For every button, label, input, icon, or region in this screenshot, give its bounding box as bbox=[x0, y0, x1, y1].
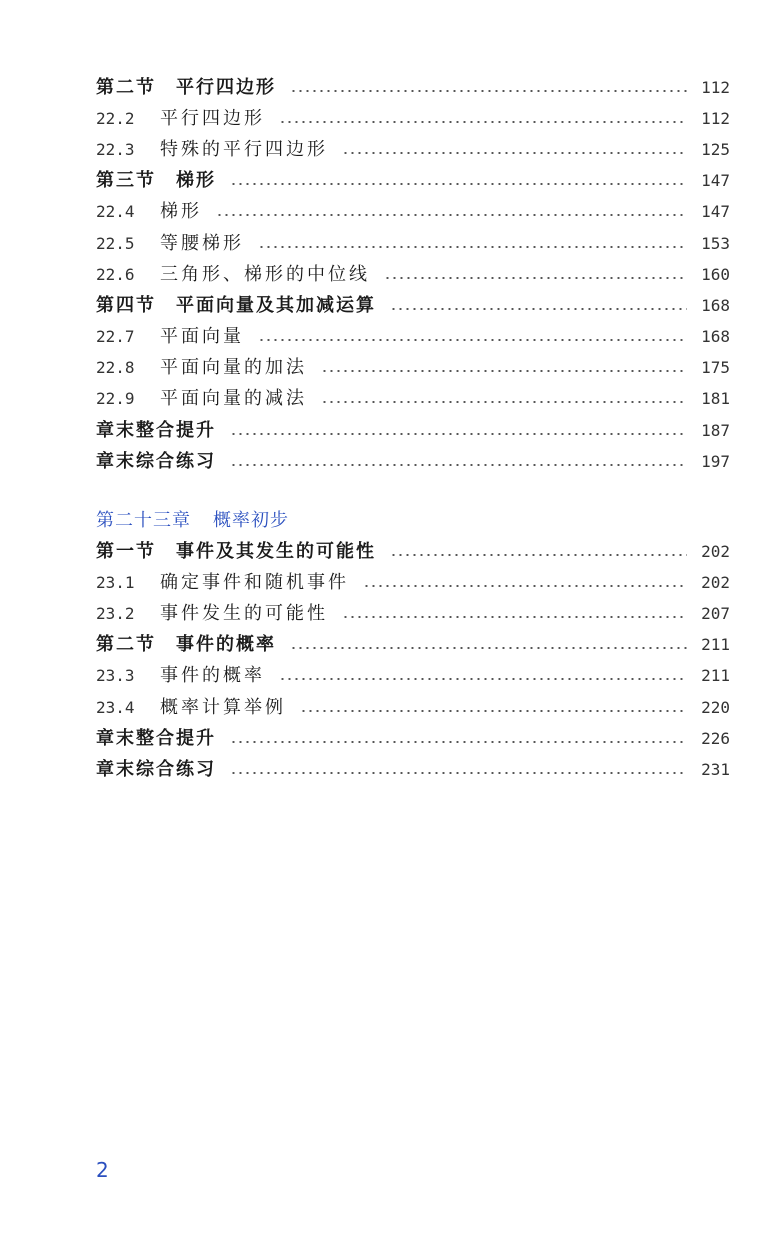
toc-section-entry[interactable] bbox=[96, 630, 730, 661]
entry-label bbox=[96, 326, 244, 348]
entry-number: 22.2 bbox=[96, 108, 135, 128]
entry-page-number: 226 bbox=[701, 728, 730, 748]
entry-label bbox=[96, 388, 307, 410]
entry-number: 23.1 bbox=[96, 572, 135, 592]
entry-label bbox=[96, 420, 216, 442]
entry-label bbox=[96, 634, 276, 656]
entry-title: 平面向量的加法 bbox=[160, 357, 307, 379]
entry-page-number: 197 bbox=[701, 451, 730, 471]
entry-label bbox=[96, 451, 216, 473]
dot-leader bbox=[258, 246, 687, 248]
dot-leader bbox=[384, 277, 687, 279]
entry-title: 确定事件和随机事件 bbox=[160, 571, 349, 593]
entry-title: 第三节 梯形 bbox=[96, 170, 216, 192]
entry-label bbox=[96, 264, 370, 286]
entry-label bbox=[96, 541, 376, 563]
entry-page-number: 207 bbox=[701, 603, 730, 623]
dot-leader bbox=[290, 647, 687, 649]
entry-title: 平行四边形 bbox=[160, 107, 265, 129]
entry-label bbox=[96, 697, 286, 719]
toc-section-entry[interactable] bbox=[96, 166, 730, 197]
toc-subsection-entry[interactable] bbox=[96, 692, 730, 723]
entry-page-number: 211 bbox=[701, 666, 730, 686]
entry-number: 22.3 bbox=[96, 139, 135, 159]
toc-subsection-entry[interactable] bbox=[96, 598, 730, 629]
entry-label bbox=[96, 139, 328, 161]
dot-leader bbox=[258, 339, 687, 341]
toc-subsection-entry[interactable] bbox=[96, 567, 730, 598]
entry-label bbox=[96, 170, 216, 192]
entry-label bbox=[96, 603, 328, 625]
toc-subsection-entry[interactable] bbox=[96, 103, 730, 134]
chapter-23-entries bbox=[96, 536, 730, 786]
entry-number: 22.8 bbox=[96, 358, 135, 378]
toc-subsection-entry[interactable] bbox=[96, 259, 730, 290]
entry-label bbox=[96, 77, 276, 99]
entry-page-number: 211 bbox=[701, 635, 730, 655]
entry-title: 第一节 事件及其发生的可能性 bbox=[96, 540, 376, 562]
entry-label bbox=[96, 201, 202, 223]
toc-subsection-entry[interactable] bbox=[96, 661, 730, 692]
dot-leader bbox=[300, 710, 687, 712]
entry-title: 事件发生的可能性 bbox=[160, 602, 328, 624]
chapter-23-toc-list bbox=[96, 506, 730, 786]
entry-page-number: 181 bbox=[701, 389, 730, 409]
toc-subsection-entry[interactable] bbox=[96, 353, 730, 384]
entry-number: 22.7 bbox=[96, 327, 135, 347]
entry-title: 三角形、梯形的中位线 bbox=[160, 263, 370, 285]
entry-number: 23.3 bbox=[96, 666, 135, 686]
entry-label bbox=[96, 233, 244, 255]
entry-title: 第二节 平行四边形 bbox=[96, 76, 276, 98]
chapter-heading[interactable] bbox=[96, 506, 730, 532]
dot-leader bbox=[390, 554, 687, 556]
dot-leader bbox=[342, 152, 687, 154]
entry-page-number: 202 bbox=[701, 541, 730, 561]
entry-page-number: 147 bbox=[701, 202, 730, 222]
entry-label bbox=[96, 759, 216, 781]
toc-subsection-entry[interactable] bbox=[96, 197, 730, 228]
toc-section-entry[interactable] bbox=[96, 754, 730, 785]
dot-leader bbox=[230, 183, 687, 185]
dot-leader bbox=[342, 616, 687, 618]
toc-section-entry[interactable] bbox=[96, 72, 730, 103]
dot-leader bbox=[230, 433, 687, 435]
entry-title: 事件的概率 bbox=[160, 665, 265, 687]
entry-page-number: 168 bbox=[701, 327, 730, 347]
entry-label bbox=[96, 295, 376, 317]
dot-leader bbox=[230, 772, 687, 774]
entry-number: 23.2 bbox=[96, 603, 135, 623]
dot-leader bbox=[230, 741, 687, 743]
entry-label bbox=[96, 728, 216, 750]
entry-page-number: 202 bbox=[701, 572, 730, 592]
entry-title: 特殊的平行四边形 bbox=[160, 138, 328, 160]
entry-title: 章末综合练习 bbox=[96, 450, 216, 472]
entry-title: 梯形 bbox=[160, 201, 202, 223]
entry-number: 22.4 bbox=[96, 202, 135, 222]
entry-page-number: 231 bbox=[701, 759, 730, 779]
chapter-number: 第二十三章 bbox=[96, 510, 191, 531]
entry-label bbox=[96, 108, 265, 130]
dot-leader bbox=[321, 370, 687, 372]
entry-title: 概率计算举例 bbox=[160, 696, 286, 718]
toc-section-entry[interactable] bbox=[96, 536, 730, 567]
toc-section-entry[interactable] bbox=[96, 290, 730, 321]
entry-number: 22.6 bbox=[96, 264, 135, 284]
entry-page-number: 187 bbox=[701, 420, 730, 440]
entry-title: 章末整合提升 bbox=[96, 727, 216, 749]
entry-page-number: 147 bbox=[701, 171, 730, 191]
entry-number: 22.9 bbox=[96, 389, 135, 409]
toc-section-entry[interactable] bbox=[96, 415, 730, 446]
entry-page-number: 125 bbox=[701, 139, 730, 159]
entry-title: 章末整合提升 bbox=[96, 419, 216, 441]
entry-label bbox=[96, 665, 265, 687]
entry-number: 23.4 bbox=[96, 697, 135, 717]
dot-leader bbox=[279, 678, 687, 680]
dot-leader bbox=[363, 585, 687, 587]
dot-leader bbox=[230, 464, 687, 466]
chapter-22-toc-list bbox=[96, 72, 730, 477]
entry-title: 平面向量 bbox=[160, 326, 244, 348]
toc-section-entry[interactable] bbox=[96, 723, 730, 754]
dot-leader bbox=[321, 401, 687, 403]
toc-subsection-entry[interactable] bbox=[96, 384, 730, 415]
toc-subsection-entry[interactable] bbox=[96, 134, 730, 165]
entry-title: 第二节 事件的概率 bbox=[96, 634, 276, 656]
dot-leader bbox=[390, 308, 687, 310]
entry-page-number: 112 bbox=[701, 108, 730, 128]
entry-label bbox=[96, 572, 349, 594]
dot-leader bbox=[290, 90, 687, 92]
dot-leader bbox=[279, 121, 687, 123]
entry-title: 第四节 平面向量及其加减运算 bbox=[96, 294, 376, 316]
entry-title: 章末综合练习 bbox=[96, 758, 216, 780]
dot-leader bbox=[216, 214, 687, 216]
toc-section-entry[interactable] bbox=[96, 446, 730, 477]
entry-number: 22.5 bbox=[96, 233, 135, 253]
entry-page-number: 175 bbox=[701, 358, 730, 378]
page-number: 2 bbox=[96, 1158, 109, 1182]
entry-page-number: 220 bbox=[701, 697, 730, 717]
entry-page-number: 112 bbox=[701, 77, 730, 97]
entry-title: 等腰梯形 bbox=[160, 232, 244, 254]
entry-label bbox=[96, 357, 307, 379]
toc-subsection-entry[interactable] bbox=[96, 322, 730, 353]
entry-page-number: 168 bbox=[701, 295, 730, 315]
entry-page-number: 153 bbox=[701, 233, 730, 253]
toc-subsection-entry[interactable] bbox=[96, 228, 730, 259]
chapter-title: 概率初步 bbox=[213, 510, 289, 531]
entry-title: 平面向量的减法 bbox=[160, 388, 307, 410]
entry-page-number: 160 bbox=[701, 264, 730, 284]
